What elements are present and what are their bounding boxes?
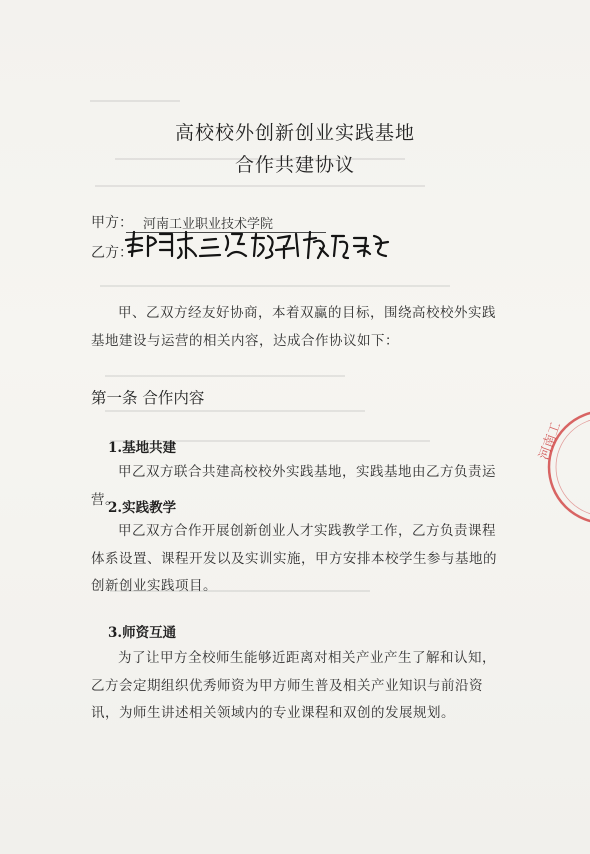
- party-b-label: 乙方：: [91, 245, 133, 261]
- intro-paragraph: 甲、乙双方经友好协商，本着双赢的目标，围绕高校校外实践基地建设与运营的相关内容，达成合作协议如下：: [91, 305, 496, 349]
- party-a-label: 甲方：: [91, 215, 133, 231]
- bleed-through-line: [105, 410, 365, 412]
- bleed-through-line: [95, 185, 425, 187]
- section-1-heading: 第一条 合作内容: [91, 389, 205, 407]
- bleed-through-line: [100, 285, 450, 287]
- item-3-text: 为了让甲方全校师生能够近距离对相关产业产生了解和认知，乙方会定期组织优秀师资为甲方师生普及相关产业知识与前沿资讯，为师生讲述相关领域内的专业课程和双创的发展规划。: [91, 650, 496, 721]
- item-3-heading: 3.师资互通: [108, 625, 177, 641]
- red-official-seal-partial: [535, 405, 590, 525]
- bleed-through-line: [90, 100, 180, 102]
- item-2-text: 甲乙双方合作开展创新创业人才实践教学工作，乙方负责课程体系设置、课程开发以及实训实施，甲方安排本校学生参与基地的创新创业实践项目。: [91, 523, 497, 594]
- document-title-line-2: 合作共建协议: [234, 154, 355, 176]
- bleed-through-line: [105, 375, 345, 377]
- item-1-heading: 1.基地共建: [108, 440, 177, 456]
- seal-text: 河南工: [536, 420, 565, 463]
- party-b-handwritten-signature: [118, 226, 393, 266]
- document-title-line-1: 高校校外创新创业实践基地: [174, 122, 415, 144]
- item-2-heading: 2.实践教学: [108, 500, 177, 516]
- party-a-name: 河南工业职业技术学院: [143, 217, 274, 232]
- item-1-text: 甲乙双方联合共建高校校外实践基地，实践基地由乙方负责运营。: [91, 464, 496, 508]
